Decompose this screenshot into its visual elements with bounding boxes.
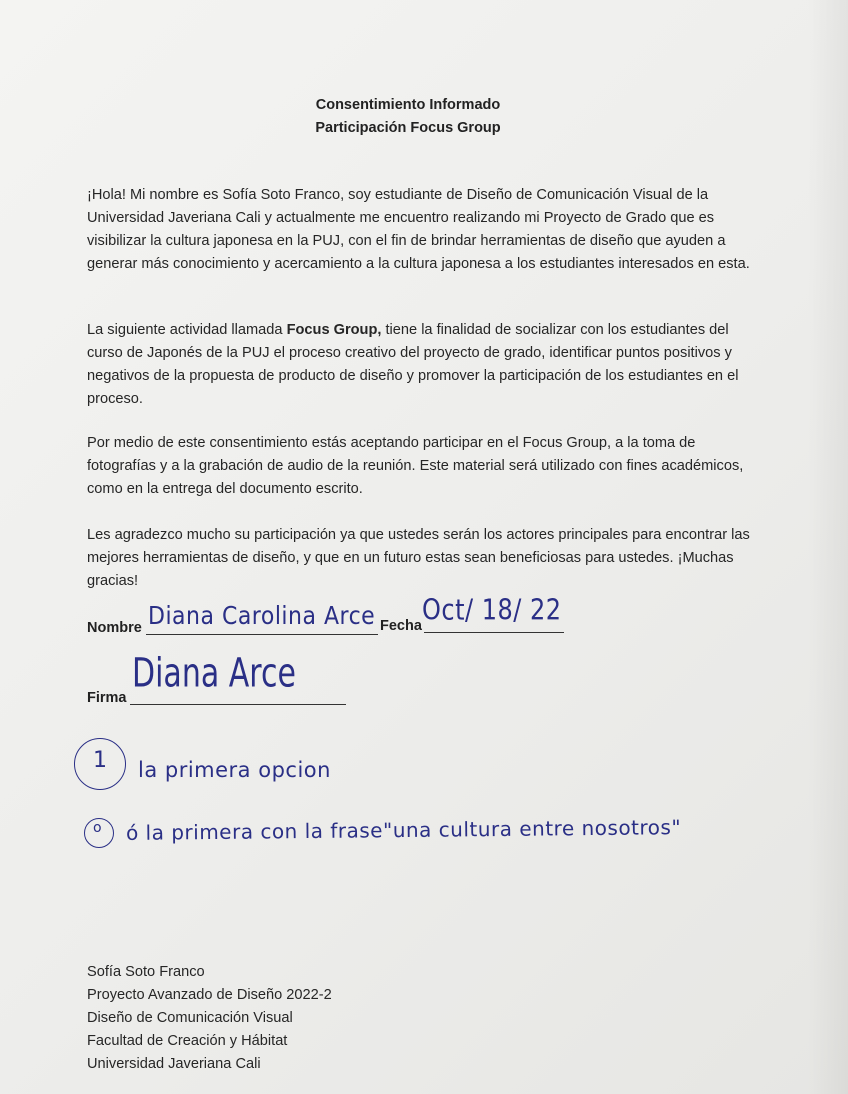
signature-label: Firma bbox=[87, 690, 127, 706]
paragraph-activity-bold: Focus Group, bbox=[286, 322, 382, 338]
paragraph-consent: Por medio de este consentimiento estás aceptando participar en el Focus Group, a la toma de fotografías y a la grabación de audio de la reunión. Este material será utilizado con fines académicos, como en la entrega del documento escrito. bbox=[87, 435, 744, 497]
document-title bbox=[0, 94, 816, 140]
paper-shadow bbox=[808, 0, 848, 1094]
paragraph-activity bbox=[87, 319, 767, 411]
footer-line-program: Diseño de Comunicación Visual bbox=[87, 1010, 293, 1026]
name-label: Nombre bbox=[87, 620, 142, 636]
marker-1-text: 1 bbox=[93, 748, 107, 773]
footer-line-author: Sofía Soto Franco bbox=[87, 964, 205, 980]
footer-line-course: Proyecto Avanzado de Diseño 2022-2 bbox=[87, 987, 332, 1003]
footer-line-university: Universidad Javeriana Cali bbox=[87, 1056, 261, 1072]
paragraph-activity-end: tiene la finalidad de socializar con los estudiantes del curso de Japonés de la PUJ el proceso creativo del proyecto de grado, identificar puntos positivos y negativos de la propuesta de producto de diseño y promover la participación de los estudiantes en el proceso. bbox=[87, 322, 739, 407]
date-handwritten: Oct/ 18/ 22 bbox=[422, 593, 562, 627]
name-handwritten: Diana Carolina Arce bbox=[148, 602, 376, 631]
handwritten-note-2: ó la primera con la frase"una cultura entre nosotros" bbox=[125, 815, 682, 845]
date-line[interactable] bbox=[424, 632, 564, 633]
handwritten-note-1: la primera opcion bbox=[138, 758, 331, 782]
signature-line[interactable] bbox=[130, 704, 346, 705]
marker-2-text: o bbox=[93, 820, 102, 836]
paragraph-activity-start: La siguiente actividad llamada bbox=[87, 322, 287, 338]
title-line-2: Participación Focus Group bbox=[315, 120, 501, 136]
paragraph-intro: ¡Hola! Mi nombre es Sofía Soto Franco, soy estudiante de Diseño de Comunicación Visual de la Universidad Javeriana Cali y actualmente me encuentro realizando mi Proyecto de Grado que es visibilizar la cultura japonesa en la PUJ, con el fin de brindar herramientas de diseño que ayuden a generar más conocimiento y acercamiento a la cultura japonesa a los estudiantes interesados en esta. bbox=[87, 187, 750, 272]
date-label: Fecha bbox=[380, 618, 422, 634]
paragraph-thanks: Les agradezco mucho su participación ya que ustedes serán los actores principales para encontrar las mejores herramientas de diseño, y que en un futuro estas sean beneficiosas para ustedes. ¡Muchas gracias! bbox=[87, 527, 750, 589]
footer-credits bbox=[87, 961, 332, 1076]
name-line[interactable] bbox=[146, 634, 378, 635]
footer-line-faculty: Facultad de Creación y Hábitat bbox=[87, 1033, 288, 1049]
title-line-1: Consentimiento Informado bbox=[315, 97, 501, 113]
signature-handwritten: Diana Arce bbox=[132, 649, 296, 698]
